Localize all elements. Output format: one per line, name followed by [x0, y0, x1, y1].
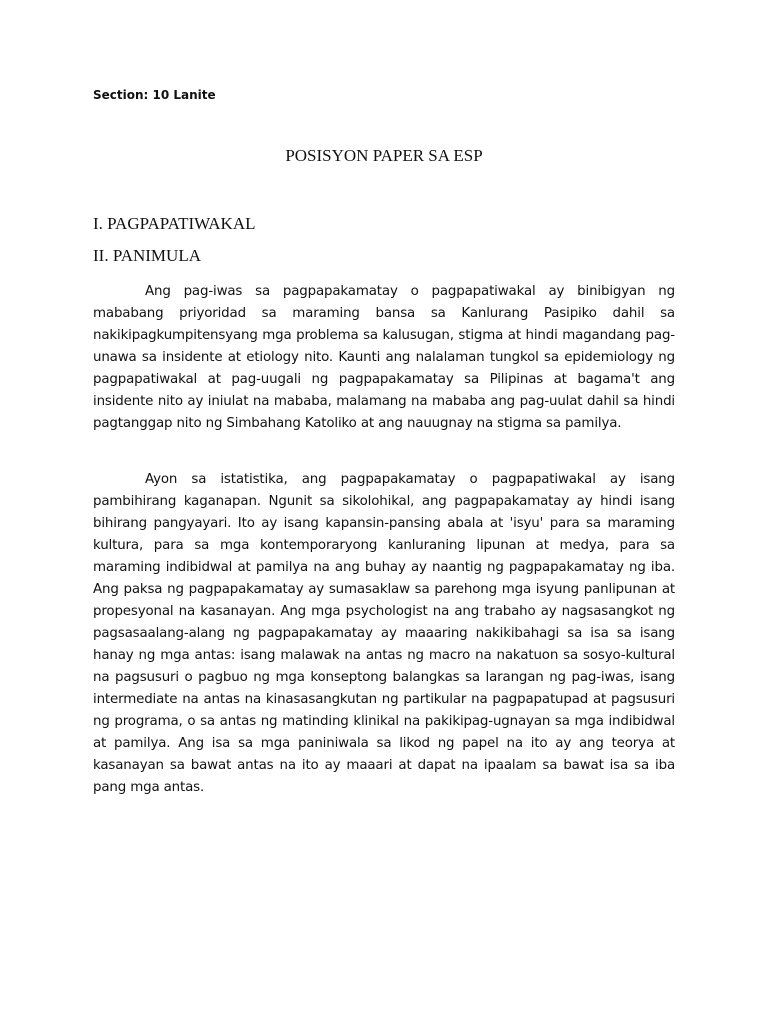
body-paragraph: Ang pag-iwas sa pagpapakamatay o pagpapatiwakal ay binibigyan ng mababang priyoridad sa maraming bansa sa Kanlurang Pasipiko dahil sa nakikipagkumpitensyang mga problema sa kalusugan, stigma at hindi magandang pag-unawa sa insidente at etiology nito. Kaunti ang nalalaman tungkol sa epidemiology ng pagpapatiwakal at pag-uugali ng pagpapakamatay sa Pilipinas at bagama't ang insidente nito ay iniulat na mababa, malamang na mababa ang pag-uulat dahil sa hindi pagtanggap nito ng Simbahang Katoliko at ang nauugnay na stigma sa pamilya. [93, 284, 675, 431]
heading-panimula: II. PANIMULA [93, 246, 201, 265]
heading-pagpapatiwakal: I. PAGPAPATIWAKAL [93, 214, 256, 233]
body-paragraph: Ayon sa istatistika, ang pagpapakamatay o pagpapatiwakal ay isang pambihirang kaganapan. Ngunit sa sikolohikal, ang pagpapakamatay ay hindi isang bihirang pangyayari. Ito ay isang kapansin-pansing abala at 'isyu' para sa maraming kultura, para sa mga kontemporaryong kanluraning lipunan at medya, para sa maraming indibidwal at pamilya na ang buhay ay naantig ng pagpapakamatay ng iba. Ang paksa ng pagpapakamatay ay sumasaklaw sa parehong mga isyung panlipunan at propesyonal na kasanayan. Ang mga psychologist na ang trabaho ay nagsasangkot ng pagsasaalang-alang ng pagpapakamatay ay maaaring nakikibahagi sa isa sa isang hanay ng mga antas: isang malawak na antas ng macro na nakatuon sa sosyo-kultural na pagsusuri o pagbuo ng mga konseptong balangkas sa larangan ng pag-iwas, isang intermediate na antas na kinasasangkutan ng partikular na pagpapatupad at pagsusuri ng programa, o sa antas ng matinding klinikal na pakikipag-ugnayan sa mga indibidwal at pamilya. Ang isa sa mga paniniwala sa likod ng papel na ito ay ang teorya at kasanayan sa bawat antas na ito ay maaari at dapat na ipaalam sa bawat isa sa iba pang mga antas. [93, 472, 675, 795]
document-title: POSISYON PAPER SA ESP [285, 146, 483, 165]
section-label: Section: 10 Lanite [93, 88, 216, 102]
